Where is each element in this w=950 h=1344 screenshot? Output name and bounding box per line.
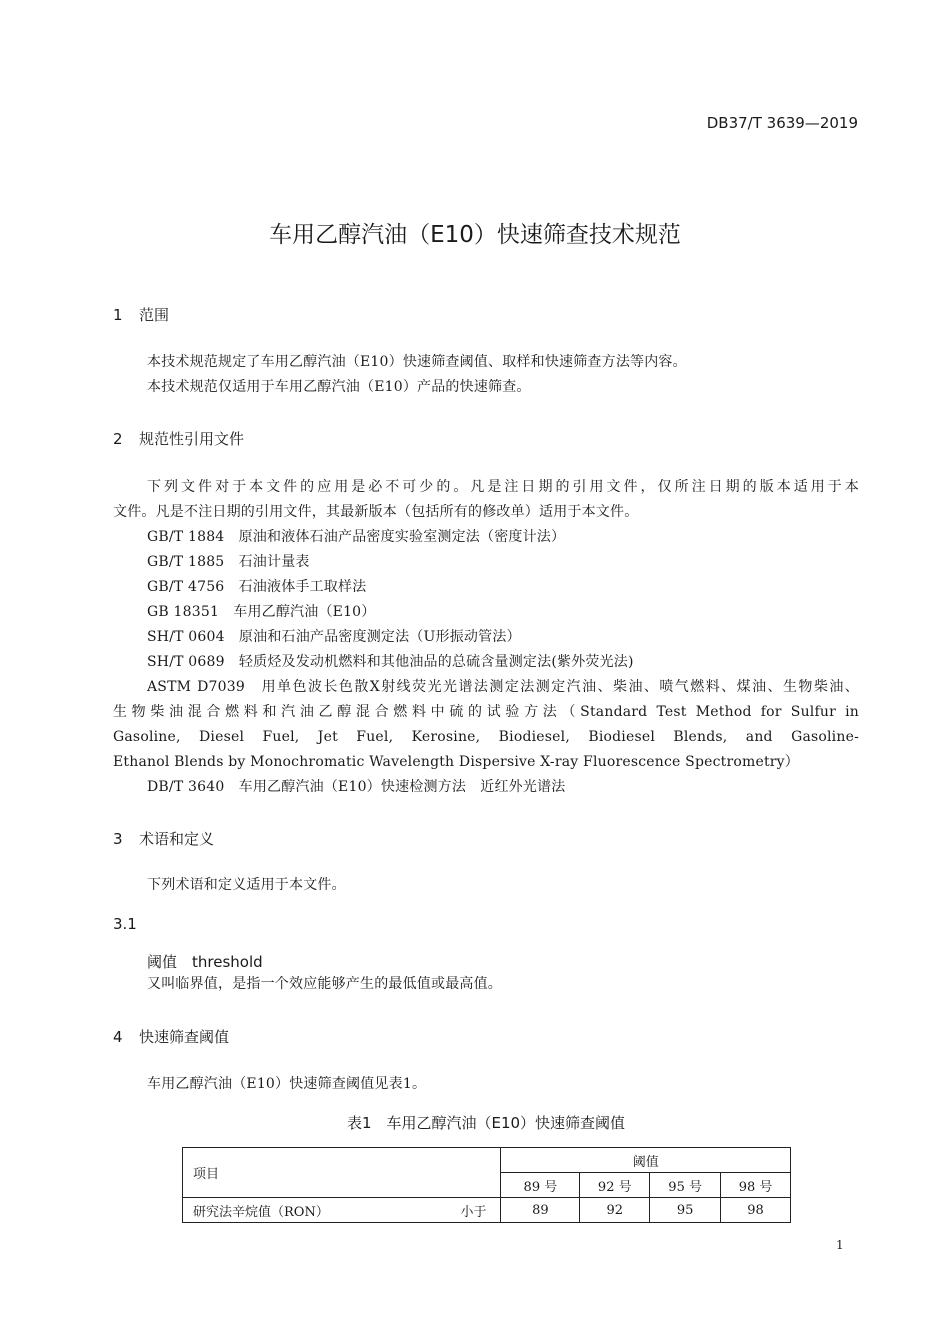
- section-1-heading: [113, 304, 169, 325]
- document-code: DB37/T 3639—2019: [706, 114, 858, 132]
- reference-item-astm: 生物柴油混合燃料和汽油乙醇混合燃料中硫的试验方法（Standard Test Method for Sulfur in: [113, 704, 859, 720]
- reference-item: GB 18351 车用乙醇汽油（E10）: [147, 604, 376, 620]
- reference-item: GB/T 1884 原油和液体石油产品密度实验室测定法（密度计法）: [147, 529, 566, 545]
- reference-item: GB/T 1885 石油计量表: [147, 554, 310, 570]
- reference-item: DB/T 3640 车用乙醇汽油（E10）快速检测方法 近红外光谱法: [147, 779, 566, 795]
- header-grade: 98 号: [721, 1173, 791, 1198]
- table-caption: 表1 车用乙醇汽油（E10）快速筛查阈值: [346, 1114, 626, 1132]
- section-number: 4: [113, 1028, 123, 1046]
- table-cell: 95: [650, 1198, 721, 1223]
- table-row: [183, 1198, 791, 1223]
- threshold-table: [182, 1147, 791, 1223]
- paragraph: 下列术语和定义适用于本文件。: [147, 877, 346, 893]
- reference-item-astm: ASTM D7039 用单色波长色散X射线荧光光谱法测定法测定汽油、柴油、喷气燃料、煤油、生物柴油、: [147, 679, 859, 695]
- paragraph: 下列文件对于本文件的应用是必不可少的。凡是注日期的引用文件，仅所注日期的版本适用于本: [147, 479, 859, 495]
- paragraph: 车用乙醇汽油（E10）快速筛查阈值见表1。: [147, 1076, 427, 1092]
- row-item-condition: 小于: [460, 1204, 487, 1220]
- section-4-heading: [113, 1026, 229, 1047]
- section-title: 规范性引用文件: [139, 430, 245, 448]
- section-number: 1: [113, 306, 123, 324]
- section-title: 术语和定义: [139, 830, 215, 848]
- paragraph: 本技术规范仅适用于车用乙醇汽油（E10）产品的快速筛查。: [147, 379, 531, 395]
- header-grade: 95 号: [650, 1173, 721, 1198]
- document-title: 车用乙醇汽油（E10）快速筛查技术规范: [269, 222, 681, 248]
- reference-item-astm: Ethanol Blends by Monochromatic Wavelength Dispersive X-ray Fluorescence Spectrometry）: [113, 754, 799, 770]
- table-cell: 89: [501, 1198, 580, 1223]
- term: 阈值 threshold: [147, 953, 263, 971]
- section-3-heading: [113, 828, 214, 849]
- table-cell: 98: [721, 1198, 791, 1223]
- row-item: [183, 1198, 501, 1223]
- reference-item: SH/T 0604 原油和石油产品密度测定法（U形振动管法）: [147, 629, 521, 645]
- reference-item-astm: Gasoline, Diesel Fuel, Jet Fuel, Kerosine, Biodiesel, Biodiesel Blends, and Gasoline-: [113, 729, 859, 745]
- header-threshold: 阈值: [501, 1148, 791, 1173]
- header-grade: 89 号: [501, 1173, 580, 1198]
- reference-item: GB/T 4756 石油液体手工取样法: [147, 579, 367, 595]
- definition: 又叫临界值，是指一个效应能够产生的最低值或最高值。: [147, 976, 502, 992]
- section-title: 范围: [139, 306, 170, 324]
- row-item-name: 研究法辛烷值（RON）: [193, 1204, 329, 1220]
- table-cell: 92: [580, 1198, 650, 1223]
- page-number: 1: [836, 1238, 844, 1252]
- header-item: 项目: [183, 1148, 501, 1198]
- reference-item: SH/T 0689 轻质烃及发动机燃料和其他油品的总硫含量测定法(紫外荧光法): [147, 654, 634, 670]
- table-header-row: [183, 1148, 791, 1173]
- subsection-number: 3.1: [113, 915, 137, 933]
- section-title: 快速筛查阈值: [139, 1028, 230, 1046]
- section-2-heading: [113, 428, 244, 449]
- paragraph: 文件。凡是不注日期的引用文件，其最新版本（包括所有的修改单）适用于本文件。: [113, 504, 639, 520]
- section-number: 3: [113, 830, 123, 848]
- section-number: 2: [113, 430, 123, 448]
- header-grade: 92 号: [580, 1173, 650, 1198]
- paragraph: 本技术规范规定了车用乙醇汽油（E10）快速筛查阈值、取样和快速筛查方法等内容。: [147, 354, 687, 370]
